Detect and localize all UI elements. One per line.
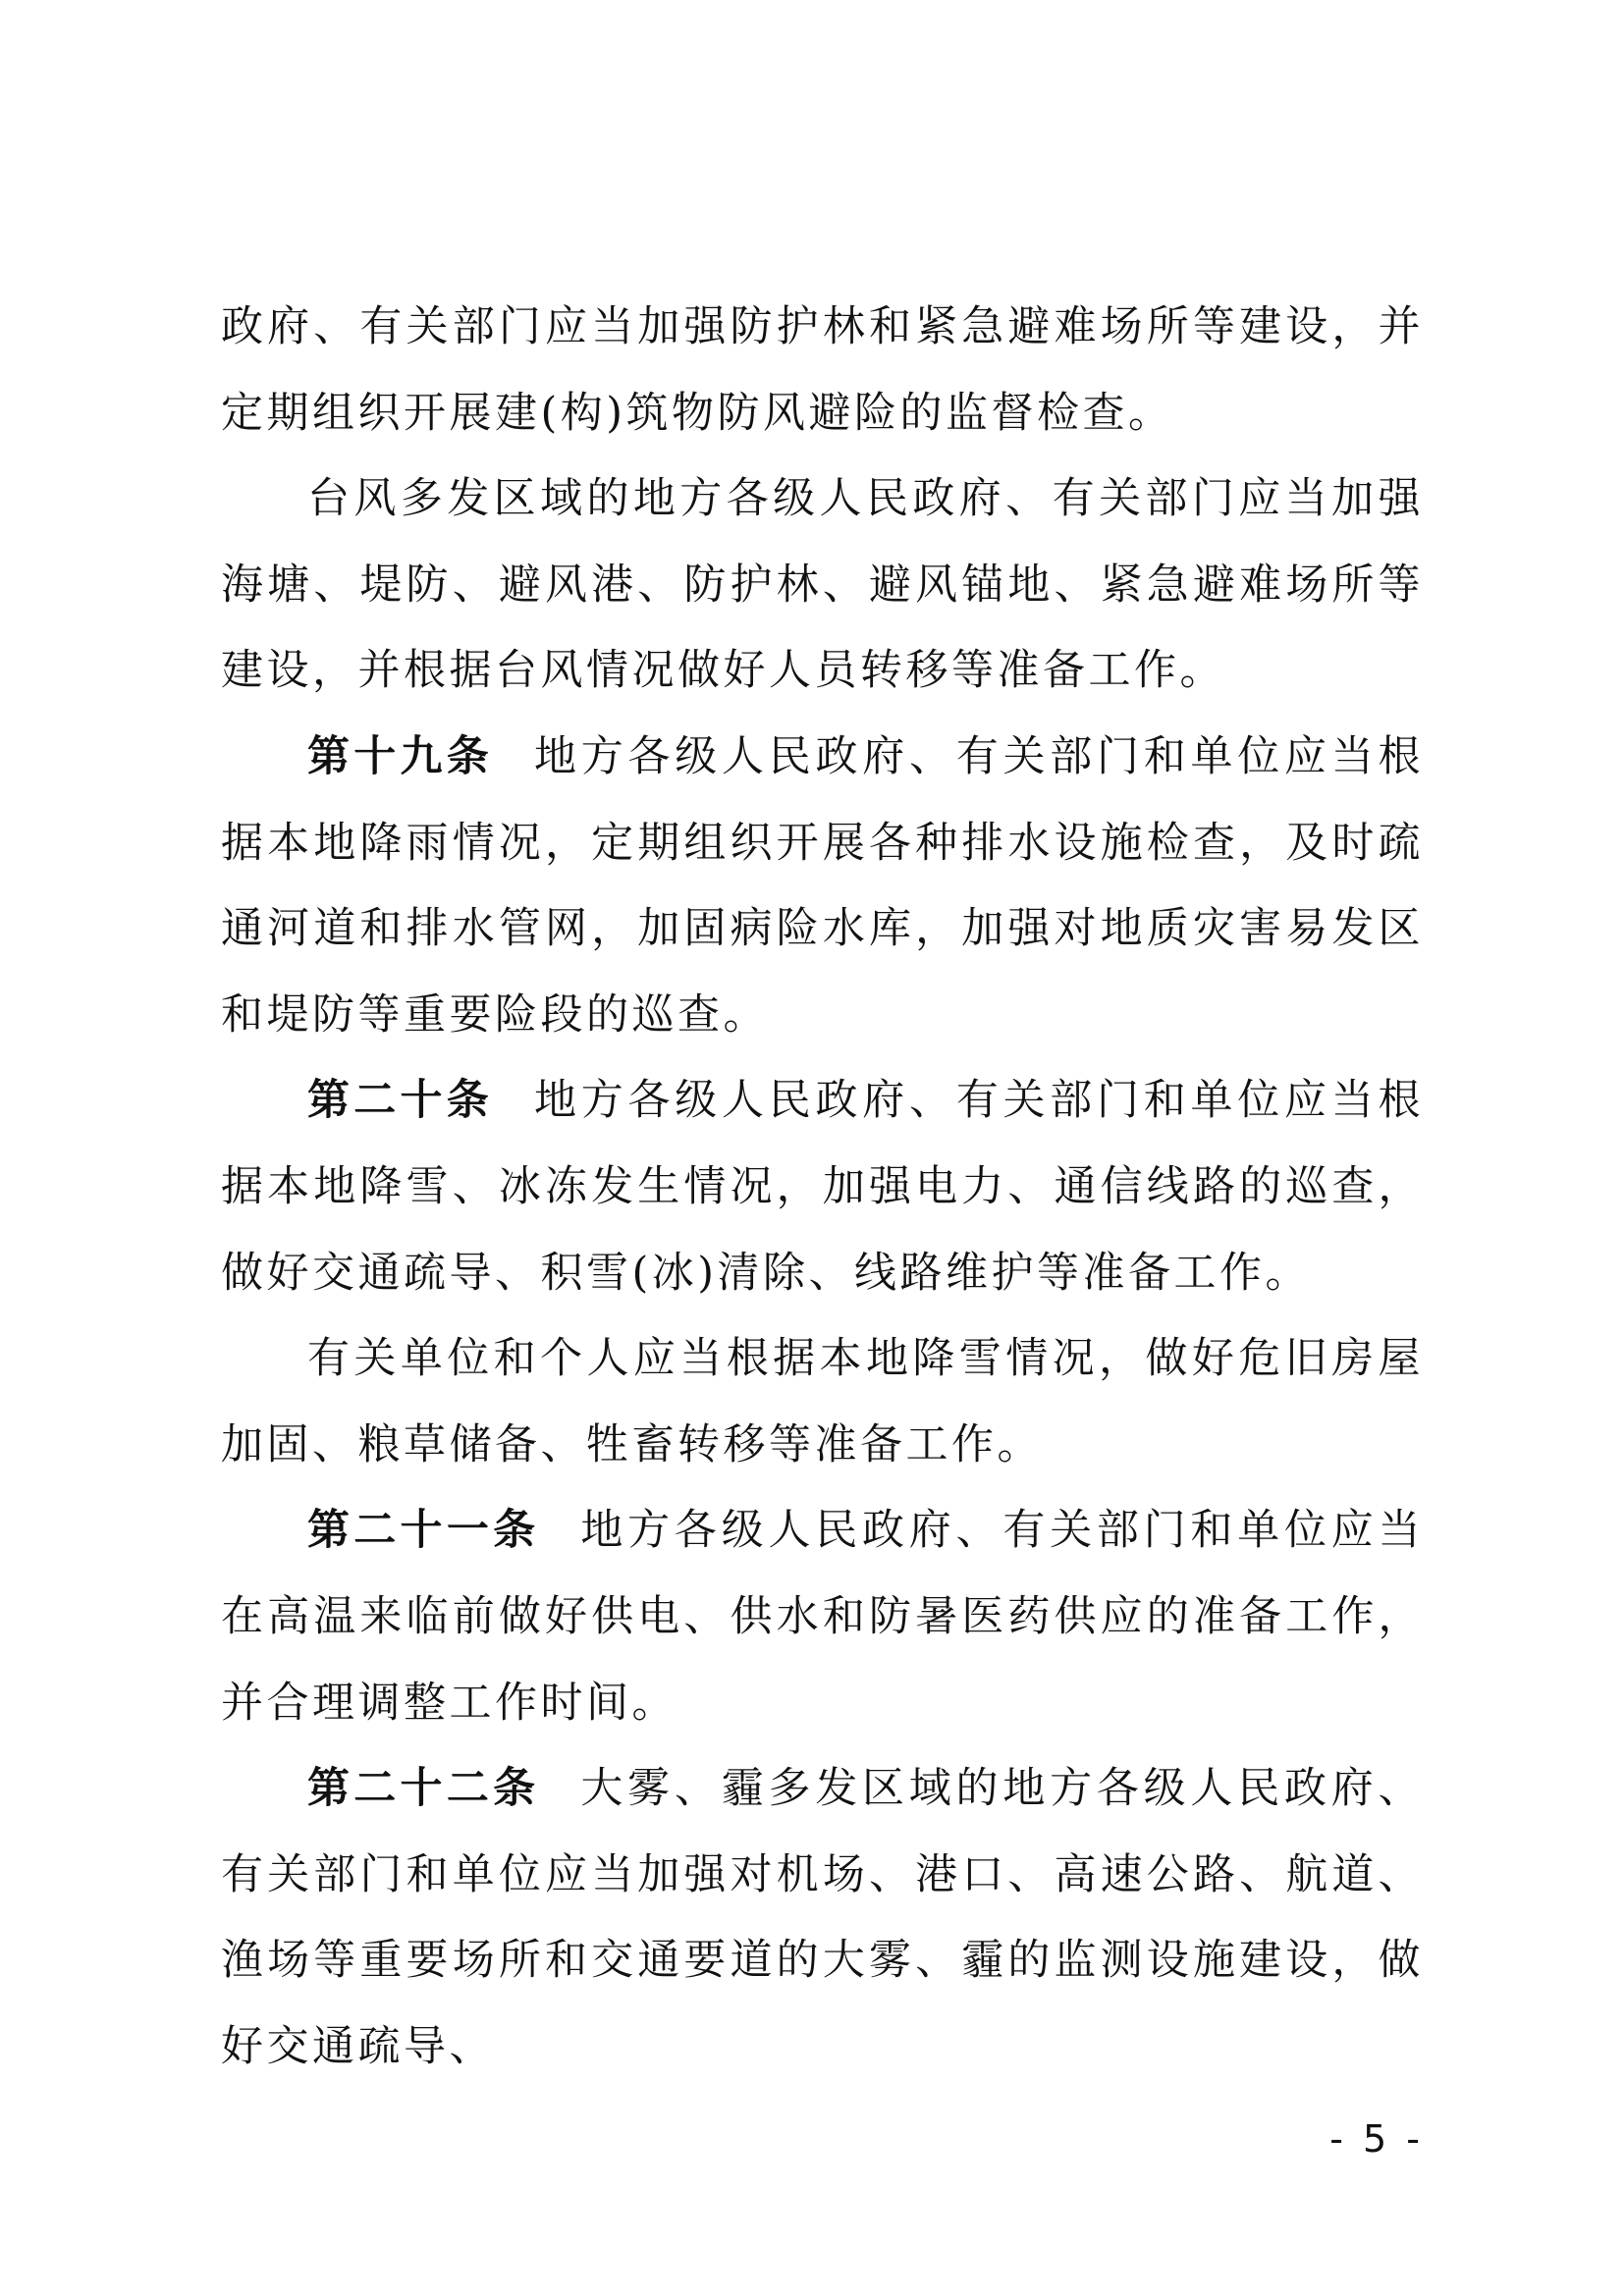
article-19-number: 第十九条 bbox=[307, 731, 493, 781]
paragraph-2 bbox=[221, 456, 1424, 715]
document-body bbox=[221, 285, 1424, 2090]
article-21 bbox=[221, 1488, 1424, 1746]
page-number: - 5 - bbox=[1329, 2117, 1424, 2161]
article-20 bbox=[221, 1058, 1424, 1316]
paragraph-5 bbox=[221, 1316, 1424, 1488]
paragraph-1-text: 政府、有关部门应当加强防护林和紧急避难场所等建设，并定期组织开展建(构)筑物防风避险的监督检查。 bbox=[221, 302, 1424, 438]
article-20-number: 第二十条 bbox=[307, 1076, 493, 1126]
article-22-text: 大雾、霾多发区域的地方各级人民政府、有关部门和单位应当加强对机场、港口、高速公路、航道、渔场等重要场所和交通要道的大雾、霾的监测设施建设，做好交通疏导、 bbox=[221, 1764, 1425, 2071]
article-21-text: 地方各级人民政府、有关部门和单位应当在高温来临前做好供电、供水和防暑医药供应的准备工作，并合理调整工作时间。 bbox=[221, 1506, 1425, 1728]
article-19 bbox=[221, 715, 1424, 1058]
article-22-number: 第二十二条 bbox=[307, 1764, 540, 1814]
article-20-text: 地方各级人民政府、有关部门和单位应当根据本地降雪、冰冻发生情况，加强电力、通信线路的巡查，做好交通疏导、积雪(冰)清除、线路维护等准备工作。 bbox=[221, 1076, 1424, 1298]
paragraph-2-text: 台风多发区域的地方各级人民政府、有关部门应当加强海塘、堤防、避风港、防护林、避风锚地、紧急避难场所等建设，并根据台风情况做好人员转移等准备工作。 bbox=[221, 474, 1424, 696]
paragraph-1 bbox=[221, 285, 1424, 456]
article-19-text: 地方各级人民政府、有关部门和单位应当根据本地降雨情况，定期组织开展各种排水设施检查，及时疏通河道和排水管网，加固病险水库，加强对地质灾害易发区和堤防等重要险段的巡查。 bbox=[221, 731, 1424, 1040]
paragraph-5-text: 有关单位和个人应当根据本地降雪情况，做好危旧房屋加固、粮草储备、牲畜转移等准备工作。 bbox=[221, 1334, 1424, 1469]
article-22 bbox=[221, 1746, 1424, 2090]
article-21-number: 第二十一条 bbox=[307, 1506, 540, 1556]
